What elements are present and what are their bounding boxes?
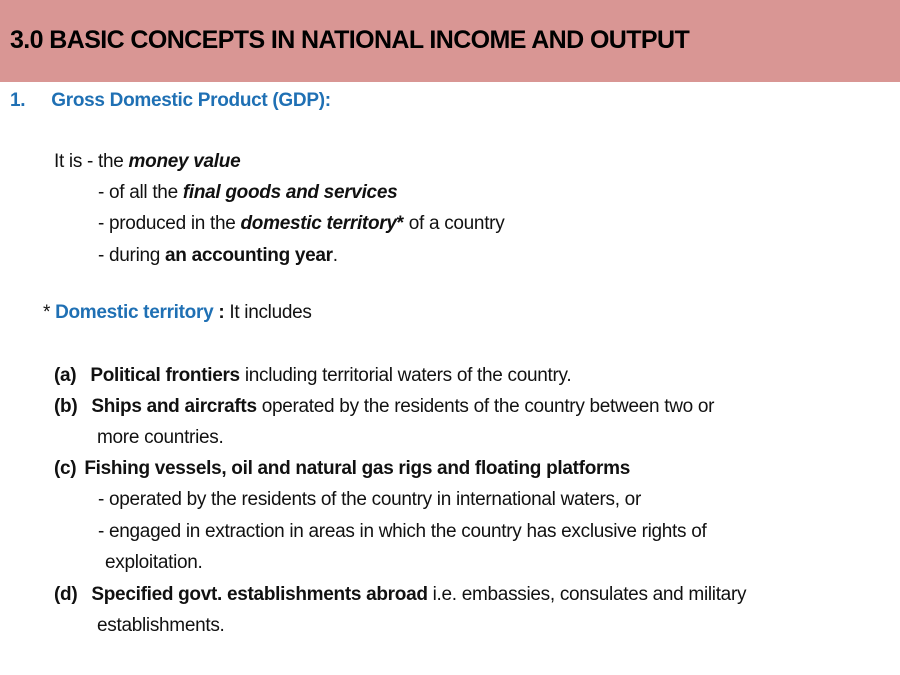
list-item-a: (a) Political frontiers including territorial waters of the country. — [54, 365, 572, 386]
definition-line-4: - during an accounting year. — [98, 245, 338, 266]
section-heading — [10, 89, 331, 113]
definition-line-3: - produced in the domestic territory* of a country — [98, 213, 505, 234]
definition-line-1: It is - the money value — [54, 151, 241, 172]
list-item-b: (b) Ships and aircrafts operated by the residents of the country between two or — [54, 396, 715, 417]
slide-title: 3.0 BASIC CONCEPTS IN NATIONAL INCOME AND OUTPUT — [10, 26, 690, 54]
list-item-b-cont: more countries. — [97, 427, 224, 448]
list-item-d: (d) Specified govt. establishments abroad i.e. embassies, consulates and military — [54, 584, 747, 605]
list-item-c-sub1: - operated by the residents of the country in international waters, or — [98, 489, 641, 510]
domestic-territory-line: * Domestic territory : It includes — [43, 302, 312, 323]
section-number: 1. — [10, 90, 26, 111]
list-item-c-sub2: - engaged in extraction in areas in which the country has exclusive rights of — [98, 521, 707, 542]
definition-line-2: - of all the final goods and services — [98, 182, 398, 203]
list-item-c-sub2-cont: exploitation. — [105, 552, 203, 573]
list-item-d-cont: establishments. — [97, 615, 225, 636]
section-title: Gross Domestic Product (GDP): — [51, 90, 331, 111]
list-item-c: (c) Fishing vessels, oil and natural gas rigs and floating platforms — [54, 458, 630, 479]
